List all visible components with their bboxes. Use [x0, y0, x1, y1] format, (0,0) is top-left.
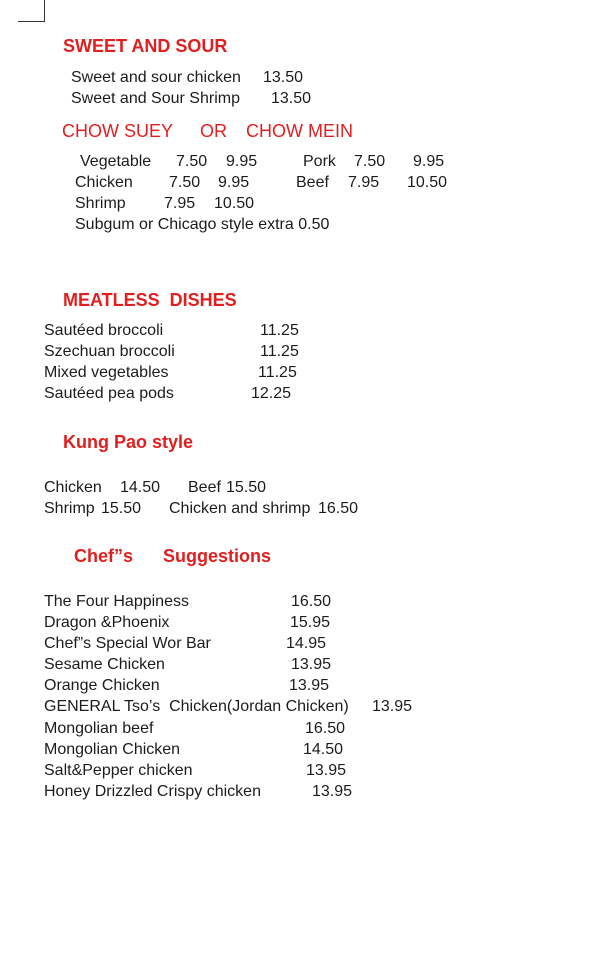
section-title-kung-pao: Kung Pao style	[63, 432, 194, 452]
menu-item-price: 7.95	[164, 195, 196, 212]
menu-item-price: 13.95	[372, 698, 413, 715]
menu-item-price: 16.50	[305, 720, 346, 737]
menu-item-name: Chicken and shrimp	[169, 500, 311, 517]
menu-item-price: 7.50	[176, 153, 208, 170]
menu-item-name: Vegetable	[80, 153, 152, 170]
menu-item-price: 11.25	[258, 364, 297, 381]
menu-item-name: Chef”s Special Wor Bar	[44, 635, 211, 652]
menu-item-name: Sesame Chicken	[44, 656, 165, 673]
menu-item-name: Beef	[296, 174, 329, 191]
menu-item-name: Mongolian Chicken	[44, 741, 181, 758]
menu-item-price: 7.50	[354, 153, 386, 170]
menu-item-name: Pork	[303, 153, 336, 170]
menu-item-price: 14.50	[120, 479, 161, 496]
menu-item-name: Beef	[188, 479, 221, 496]
menu-item-price: 7.95	[348, 174, 380, 191]
section-title-sweet-sour: SWEET AND SOUR	[63, 36, 228, 56]
menu-item-price: 9.95	[413, 153, 445, 170]
menu-item-price: 15.95	[290, 614, 331, 631]
crop-mark-vertical	[44, 0, 45, 22]
menu-item-price: 13.95	[291, 656, 332, 673]
menu-note: Subgum or Chicago style extra 0.50	[75, 216, 330, 233]
menu-item-price: 10.50	[214, 195, 255, 212]
menu-item-price: 14.50	[303, 741, 344, 758]
section-title-suggestions: Suggestions	[163, 546, 272, 566]
menu-item-name: Chicken	[44, 479, 102, 496]
menu-item-price: 16.50	[318, 500, 359, 517]
menu-item-name: Sweet and sour chicken	[71, 69, 241, 86]
menu-item-name: Mixed vegetables	[44, 364, 169, 381]
menu-item-name: Szechuan broccoli	[44, 343, 175, 360]
menu-item-name: Chicken	[75, 174, 133, 191]
menu-item-name: Dragon &Phoenix	[44, 614, 170, 631]
menu-item-name: The Four Happiness	[44, 593, 189, 610]
menu-item-price: 16.50	[291, 593, 332, 610]
menu-item-price: 15.50	[101, 500, 142, 517]
menu-item-name: Shrimp	[75, 195, 126, 212]
menu-item-name: Salt&Pepper chicken	[44, 762, 193, 779]
menu-item-price: 13.95	[312, 783, 353, 800]
menu-item-price: 13.95	[289, 677, 330, 694]
menu-item-price: 12.25	[251, 385, 292, 402]
menu-item-price: 7.50	[169, 174, 201, 191]
menu-item-price: 13.50	[263, 69, 304, 86]
section-title-meatless: MEATLESS DISHES	[63, 290, 237, 310]
menu-item-price: 11.25	[260, 343, 299, 360]
menu-item-price: 9.95	[218, 174, 250, 191]
menu-item-name: Orange Chicken	[44, 677, 160, 694]
menu-item-name: Sweet and Sour Shrimp	[71, 90, 240, 107]
menu-item-name: GENERAL Tso’s Chicken(Jordan Chicken)	[44, 698, 349, 715]
menu-item-price: 11.25	[260, 322, 299, 339]
menu-item-price: 13.50	[271, 90, 312, 107]
section-title-chow-mein: CHOW MEIN	[246, 121, 353, 141]
menu-item-name: Honey Drizzled Crispy chicken	[44, 783, 261, 800]
section-title-chow-suey: CHOW SUEY	[62, 121, 174, 141]
crop-mark-horizontal	[18, 21, 45, 22]
section-title-chef: Chef”s	[74, 546, 134, 566]
menu-item-name: Sautéed broccoli	[44, 322, 164, 339]
menu-item-name: Mongolian beef	[44, 720, 154, 737]
menu-item-price: 14.95	[286, 635, 327, 652]
menu-item-price: 15.50	[226, 479, 267, 496]
menu-item-name: Sautéed pea pods	[44, 385, 174, 402]
menu-item-price: 10.50	[407, 174, 448, 191]
menu-item-price: 9.95	[226, 153, 258, 170]
menu-item-price: 13.95	[306, 762, 347, 779]
section-title-or: OR	[200, 121, 227, 141]
menu-item-name: Shrimp	[44, 500, 95, 517]
